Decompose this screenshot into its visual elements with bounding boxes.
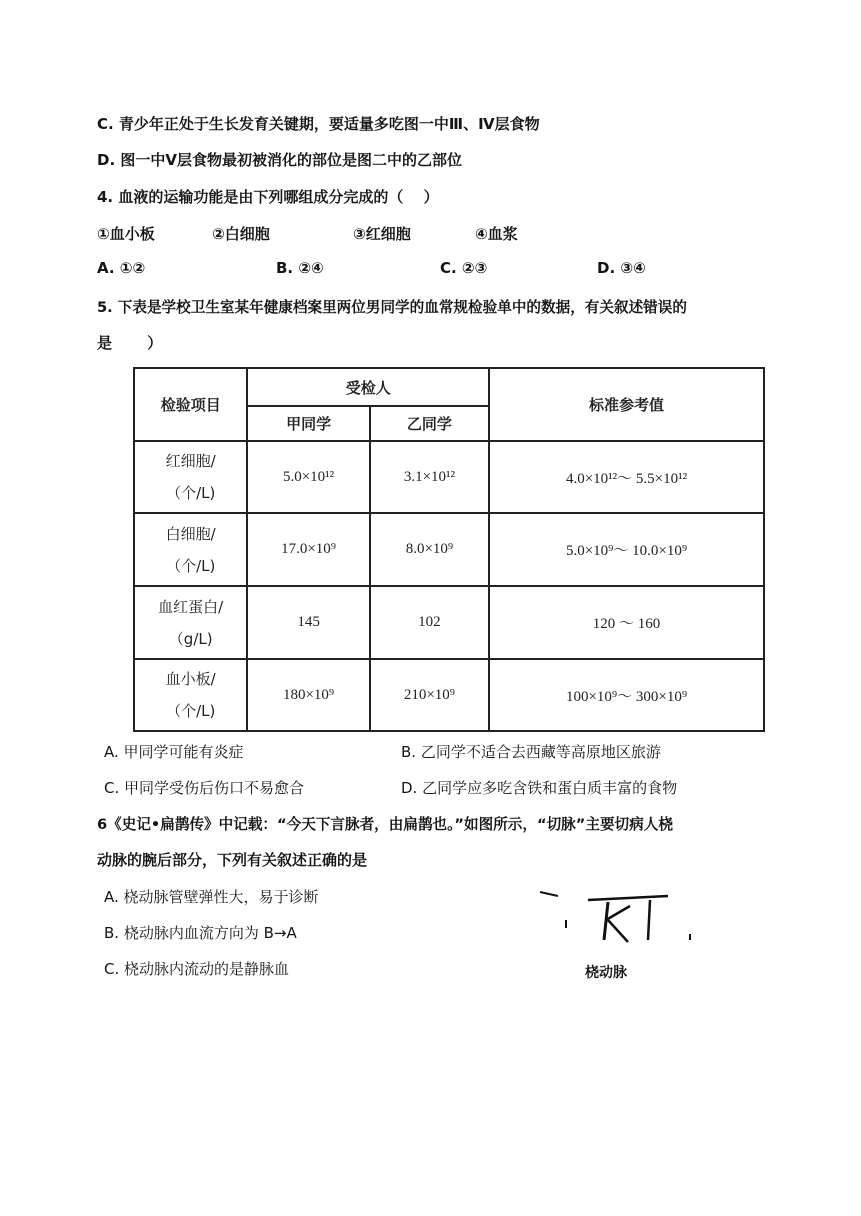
- question-6-line-2: 动脉的腕后部分，下列有关叙述正确的是: [97, 851, 368, 869]
- row-yi: 102: [370, 586, 489, 659]
- q4-item-4: ④血浆: [475, 225, 518, 243]
- q4-item-1: ①血小板: [97, 225, 155, 243]
- table-row: [134, 659, 764, 731]
- q6-option-a: A. 桡动脉管壁弹性大，易于诊断: [104, 888, 319, 906]
- header-jia: 甲同学: [247, 406, 369, 441]
- row-jia: 180×10⁹: [247, 659, 369, 731]
- row-jia: 17.0×10⁹: [247, 513, 369, 586]
- row-ref: 100×10⁹～ 300×10⁹: [489, 659, 764, 731]
- q5-option-d: D. 乙同学应多吃含铁和蛋白质丰富的食物: [401, 779, 678, 797]
- question-6-line-1: 6《史记•扁鹊传》中记载：“今天下言脉者，由扁鹊也。”如图所示，“切脉”主要切病人桡: [97, 816, 673, 833]
- header-yi: 乙同学: [370, 406, 489, 441]
- question-4: 4. 血液的运输功能是由下列哪组成分完成的（ ）: [97, 188, 439, 206]
- q4-option-a: A. ①②: [97, 259, 146, 277]
- question-5-line-1: 5. 下表是学校卫生室某年健康档案里两位男同学的血常规检验单中的数据，有关叙述错误的: [97, 299, 687, 316]
- q5-option-a: A. 甲同学可能有炎症: [104, 743, 244, 761]
- question-3c: C. 青少年正处于生长发育关键期，要适量多吃图一中Ⅲ、Ⅳ层食物: [97, 115, 540, 133]
- row-ref: 5.0×10⁹～ 10.0×10⁹: [489, 513, 764, 586]
- header-item: 检验项目: [134, 368, 247, 441]
- table-row: [134, 513, 764, 586]
- header-subject: 受检人: [247, 368, 489, 406]
- row-jia: 5.0×10¹²: [247, 441, 369, 513]
- row-yi: 3.1×10¹²: [370, 441, 489, 513]
- header-reference: 标准参考值: [489, 368, 764, 441]
- row-jia: 145: [247, 586, 369, 659]
- q4-option-d: D. ③④: [597, 259, 646, 277]
- question-3d: D. 图一中Ⅴ层食物最初被消化的部位是图二中的乙部位: [97, 151, 462, 169]
- row-item: 血小板/ （个/L): [134, 659, 247, 731]
- q4-item-2: ②白细胞: [212, 225, 270, 243]
- question-5-line-2: 是 ）: [97, 334, 163, 352]
- q4-option-c: C. ②③: [440, 259, 488, 277]
- row-ref: 4.0×10¹²～ 5.5×10¹²: [489, 441, 764, 513]
- row-item: 白细胞/ （个/L): [134, 513, 247, 586]
- row-ref: 120 ～ 160: [489, 586, 764, 659]
- q5-option-b: B. 乙同学不适合去西藏等高原地区旅游: [401, 743, 661, 761]
- q4-option-b: B. ②④: [276, 259, 324, 277]
- blood-test-table: [133, 367, 765, 732]
- row-item: 血红蛋白/ （g/L): [134, 586, 247, 659]
- figure-label: 桡动脉: [585, 965, 627, 981]
- q5-option-c: C. 甲同学受伤后伤口不易愈合: [104, 779, 305, 797]
- table-row: [134, 441, 764, 513]
- row-yi: 8.0×10⁹: [370, 513, 489, 586]
- q6-option-c: C. 桡动脉内流动的是静脉血: [104, 960, 290, 978]
- q4-item-3: ③红细胞: [353, 225, 411, 243]
- q6-option-b: B. 桡动脉内血流方向为 B→A: [104, 924, 297, 942]
- row-yi: 210×10⁹: [370, 659, 489, 731]
- row-item: 红细胞/ （个/L): [134, 441, 247, 513]
- table-row: [134, 586, 764, 659]
